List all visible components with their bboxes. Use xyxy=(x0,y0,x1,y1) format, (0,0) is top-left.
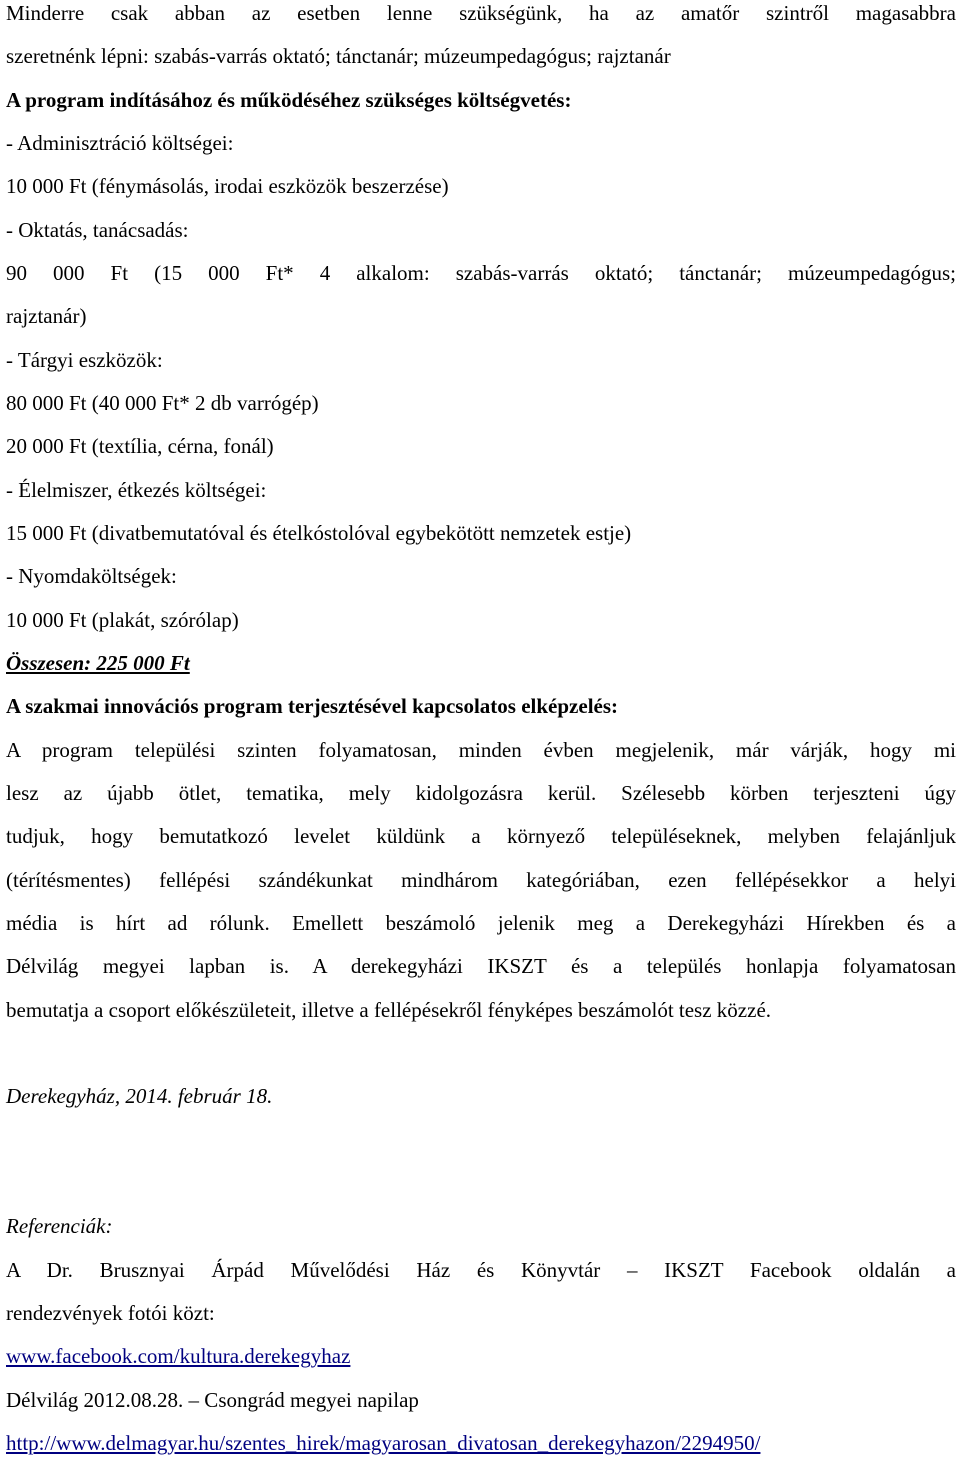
budget-assets-label: - Tárgyi eszközök: xyxy=(6,348,163,372)
dissemination-line-3: tudjuk, hogy bemutatkozó levelet küldünk a környező településeknek, melyben felajánljuk xyxy=(6,824,956,848)
dissemination-line-2: lesz az újabb ötlet, tematika, mely kidolgozásra kerül. Szélesebb körben terjeszteni úgy xyxy=(6,781,956,805)
intro-line-2: szeretnénk lépni: szabás-varrás oktató; tánctanár; múzeumpedagógus; rajztanár xyxy=(6,44,671,68)
reference-1-line-2: rendezvények fotói közt: xyxy=(6,1301,215,1325)
dissemination-heading: A szakmai innovációs program terjesztésével kapcsolatos elképzelés: xyxy=(6,694,619,718)
budget-admin-label: - Adminisztráció költségei: xyxy=(6,131,234,155)
dissemination-line-1: A program települési szinten folyamatosan, minden évben megjelenik, már várják, hogy mi xyxy=(6,738,956,762)
reference-1-line-1: A Dr. Brusznyai Árpád Művelődési Ház és Könyvtár – IKSZT Facebook oldalán a xyxy=(6,1258,956,1282)
references-heading: Referenciák: xyxy=(6,1214,113,1238)
dissemination-line-6: Délvilág megyei lapban is. A derekegyházi IKSZT és a település honlapja folyamatosan xyxy=(6,954,956,978)
intro-line-1: Minderre csak abban az esetben lenne szükségünk, ha az amatőr szintről magasabbra xyxy=(6,1,956,25)
facebook-link-line xyxy=(6,1343,350,1369)
reference-2: Délvilág 2012.08.28. – Csongrád megyei napilap xyxy=(6,1388,419,1412)
dissemination-line-5: média is hírt ad rólunk. Emellett beszámoló jelenik meg a Derekegyházi Hírekben és a xyxy=(6,911,956,935)
place-date: Derekegyház, 2014. február 18. xyxy=(6,1084,273,1108)
budget-total: Összesen: 225 000 Ft xyxy=(6,651,190,675)
budget-food-value: 15 000 Ft (divatbemutatóval és ételkóstolóval egybekötött nemzetek estje) xyxy=(6,521,632,545)
budget-education-value-2: rajztanár) xyxy=(6,304,87,328)
budget-education-label: - Oktatás, tanácsadás: xyxy=(6,218,189,242)
dissemination-line-7: bemutatja a csoport előkészületeit, illetve a fellépésekről fényképes beszámolót tesz közzé. xyxy=(6,998,772,1022)
budget-assets-value-1: 80 000 Ft (40 000 Ft* 2 db varrógép) xyxy=(6,391,319,415)
delmagyar-link[interactable]: http://www.delmagyar.hu/szentes_hirek/magyarosan_divatosan_derekegyhazon/2294950/ xyxy=(6,1431,761,1455)
facebook-link[interactable]: www.facebook.com/kultura.derekegyhaz xyxy=(6,1344,351,1368)
budget-print-label: - Nyomdaköltségek: xyxy=(6,564,177,588)
budget-heading: A program indításához és működéséhez szükséges költségvetés: xyxy=(6,88,572,112)
budget-education-value-1: 90 000 Ft (15 000 Ft* 4 alkalom: szabás-varrás oktató; tánctanár; múzeumpedagógus; xyxy=(6,261,956,285)
dissemination-line-4: (térítésmentes) fellépési szándékunkat mindhárom kategóriában, ezen fellépésekkor a helyi xyxy=(6,868,956,892)
delmagyar-link-line xyxy=(6,1430,760,1456)
budget-print-value: 10 000 Ft (plakát, szórólap) xyxy=(6,608,239,632)
budget-food-label: - Élelmiszer, étkezés költségei: xyxy=(6,478,267,502)
budget-admin-value: 10 000 Ft (fénymásolás, irodai eszközök beszerzése) xyxy=(6,174,449,198)
budget-assets-value-2: 20 000 Ft (textília, cérna, fonál) xyxy=(6,434,274,458)
